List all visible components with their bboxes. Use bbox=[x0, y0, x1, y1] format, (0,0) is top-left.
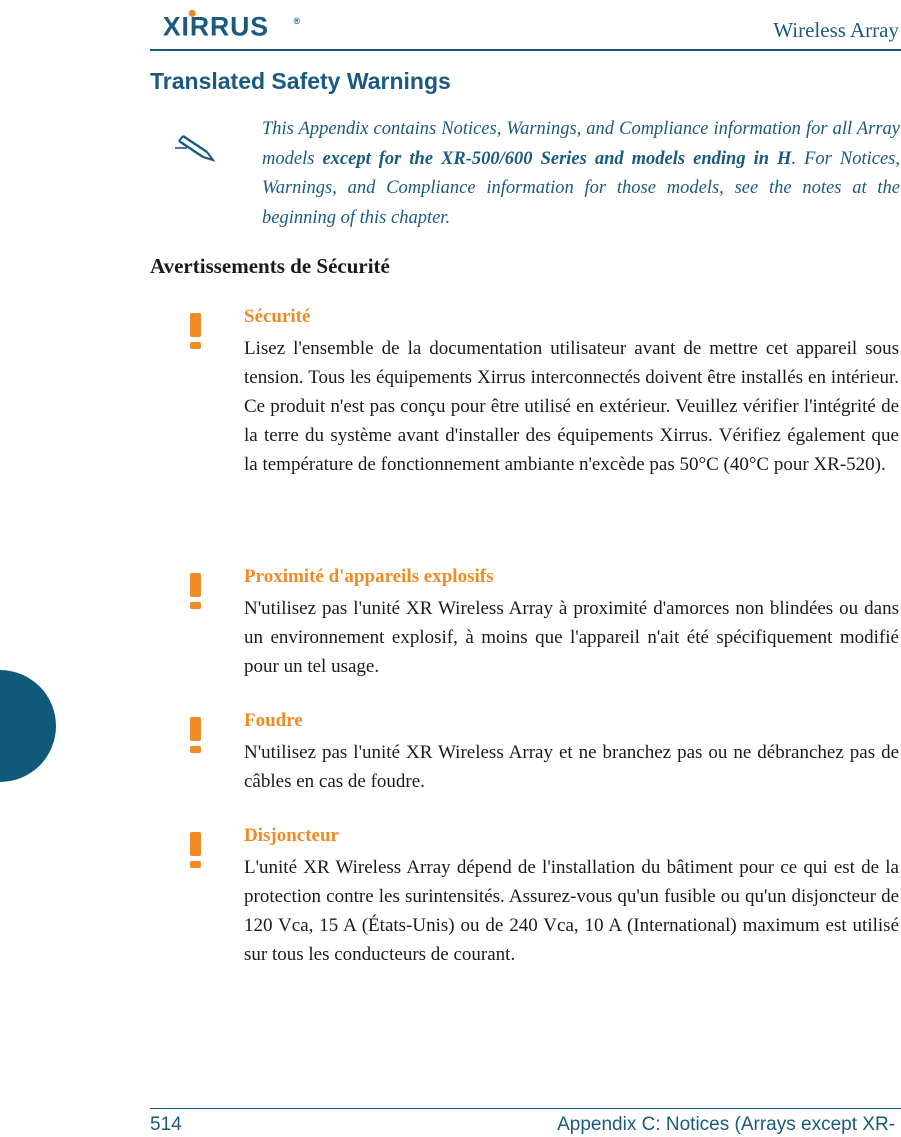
header-divider bbox=[150, 49, 901, 51]
warning-title: Proximité d'appareils explosifs bbox=[244, 566, 494, 587]
svg-text:XIRRUS: XIRRUS bbox=[162, 11, 269, 40]
footer-chapter-title: Appendix C: Notices (Arrays except XR- bbox=[557, 1114, 895, 1135]
exclamation-icon bbox=[188, 573, 202, 609]
page-header bbox=[150, 0, 901, 52]
xirrus-logo bbox=[154, 8, 314, 40]
subheading: Avertissements de Sécurité bbox=[150, 254, 390, 278]
warning-title: Disjoncteur bbox=[244, 825, 339, 846]
exclamation-icon bbox=[188, 717, 202, 753]
warning-body: L'unité XR Wireless Array dépend de l'installation du bâtiment pour ce qui est de la protection contre les surintensités. Assurez-vous qu'un fusible ou qu'un disjoncteur de 120 Vca, 15 A (États-Unis) ou de 240 Vca, 10 A (International) maximum est utilisé sur tous les conducteurs de courant. bbox=[244, 857, 899, 965]
exclamation-icon bbox=[188, 313, 202, 349]
footer-divider bbox=[150, 1108, 901, 1109]
pencil-note-icon bbox=[173, 133, 219, 163]
warning-body: Lisez l'ensemble de la documentation utilisateur avant de mettre cet appareil sous tension. Tous les équipements Xirrus interconnectés doivent être installés en intérieur. Ce produit n'est pas conçu pour être utilisé en extérieur. Veuillez vérifier l'intégrité de la terre du système avant d'installer des équipements Xirrus. Vérifiez également que la température de fonctionnement ambiante n'excède pas 50°C (40°C pour XR-520). bbox=[244, 338, 899, 475]
note-text-bold: except for the XR-500/600 Series and models ending in H bbox=[322, 148, 792, 169]
chapter-side-tab bbox=[0, 670, 56, 782]
header-title: Wireless Array bbox=[773, 18, 899, 42]
warning-title: Foudre bbox=[244, 710, 303, 731]
warning-body: N'utilisez pas l'unité XR Wireless Array et ne branchez pas ou ne débranchez pas de câbles en cas de foudre. bbox=[244, 742, 899, 792]
note-text-part1: This Appendix contains Notices, Warnings, and Compliance information for all Array models bbox=[262, 119, 900, 169]
svg-text:®: ® bbox=[293, 16, 301, 26]
exclamation-icon bbox=[188, 832, 202, 868]
note-text-part2: . For Notices, Warnings, and Compliance information for those models, see the notes at the beginning of this chapter. bbox=[262, 148, 901, 228]
warning-title: Sécurité bbox=[244, 306, 311, 327]
page-number: 514 bbox=[150, 1114, 182, 1135]
appendix-note bbox=[262, 115, 900, 233]
section-title: Translated Safety Warnings bbox=[150, 68, 451, 94]
warning-body: N'utilisez pas l'unité XR Wireless Array à proximité d'amorces non blindées ou dans un environnement explosif, à moins que l'appareil n'ait été spécifiquement modifié pour un tel usage. bbox=[244, 598, 899, 677]
